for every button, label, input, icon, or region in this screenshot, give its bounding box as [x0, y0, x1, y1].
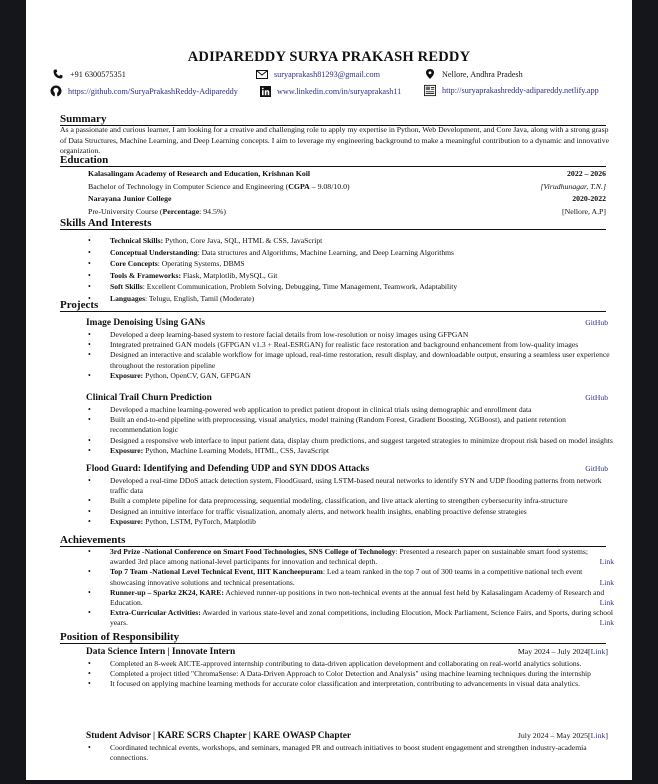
section-skills: Skills And Interests: [60, 217, 606, 230]
achievement-link[interactable]: Link: [599, 618, 614, 628]
linkedin-link[interactable]: www.linkedin.com/in/suryaprakash11: [277, 86, 402, 96]
portfolio-contact[interactable]: [424, 84, 599, 96]
project-title-2: Clinical Trail Churn Prediction GitHub: [86, 393, 608, 403]
github-icon: [50, 85, 62, 97]
achievement-link[interactable]: Link: [599, 557, 614, 567]
position-link[interactable]: Link: [590, 731, 606, 740]
position-title-1: Data Science Intern | Innovate Intern May 2024 – July 2024[Link]: [86, 647, 608, 657]
section-education: Education: [60, 154, 606, 167]
project-github-link[interactable]: GitHub: [585, 318, 608, 327]
position-title-2: Student Advisor | KARE SCRS Chapter | KARE OWASP Chapter July 2024 – May 2025[Link]: [86, 731, 608, 741]
achievement-item: • 3rd Prize -National Conference on Smart Food Technologies, SNS College of Technology: Presented a research paper on sustainable smart food systems; awarded 3rd place among national-level participants for innovation and technical depth. Link: [84, 547, 614, 567]
section-achievements: Achievements: [60, 534, 606, 547]
phone-contact: +91 6300575351: [52, 68, 126, 80]
summary-text: As a passionate and curious learner, I am looking for a creative and challenging role to apply my expertise in Python, Web Development, and Core Java, along with a strong grasp of Data Structures, Machine Learning, and Deep Learning concepts. I aim to leverage my engineering background to make a meaningful contribution to a dynamic and innovative organization.: [60, 125, 610, 156]
project-title-3: Flood Guard: Identifying and Defending UDP and SYN DDOS Attacks GitHub: [86, 464, 608, 474]
position-link[interactable]: Link: [590, 647, 606, 656]
portfolio-icon: [424, 84, 436, 96]
education-item-2: Narayana Junior College 2020-2022: [88, 194, 606, 203]
education-item-2-detail: Pre-University Course (Percentage: 94.5%) [Nellore, A.P]: [88, 207, 606, 216]
position-2-bullets: • Coordinated technical events, workshops, and seminars, managed PR and outreach initiatives to boost student engagement and strengthen industry-academia connections.: [84, 743, 614, 763]
email-contact[interactable]: [256, 68, 380, 80]
section-responsibility: Position of Responsibility: [60, 631, 606, 644]
achievement-link[interactable]: Link: [599, 577, 614, 587]
skill-item: • Technical Skills: Python, Core Java, SQL, HTML & CSS, JavaScript: [84, 235, 614, 247]
skill-item: • Soft Skills: Excellent Communication, Problem Solving, Debugging, Time Management, Teamwork, Adaptability: [84, 281, 614, 293]
skill-item: • Core Concepts: Operating Systems, DBMS: [84, 258, 614, 270]
achievements-list: [84, 547, 614, 629]
project-github-link[interactable]: GitHub: [585, 464, 608, 473]
skill-item: • Languages: Telugu, English, Tamil (Moderate): [84, 293, 614, 305]
map-pin-icon: [424, 68, 436, 80]
achievement-item: • Top 7 Team -National Level Technical Event, IIIT Kancheepuram: Led a team ranked in the top 7 out of 300 teams in a competitive national tech event showcasing innovative solutions and technical presentations. Link: [84, 567, 614, 587]
project-2-bullets: • Developed a machine learning-powered web application to predict patient dropout in clinical trials using demographic and enrollment data • Built an end-to-end pipeline with preprocessing, visual analytics, model training (Random Forest, Gradient Boosting, XGBoost), and patient retention recommendation logic • Designed a responsive web interface to input patient data, display churn predictions, and suggest targeted strategies to minimize dropout risk based on model insights • Exposure: Python, Machine Learning Models, HTML, CSS, JavaScript: [84, 405, 614, 456]
github-contact[interactable]: [50, 85, 238, 97]
email-link[interactable]: suryaprakash81293@gmail.com: [274, 69, 380, 79]
achievement-item: • Extra-Curricular Activities: Awarded in various state-level and zonal competitions, including Elocution, Mock Parliament, Science Fairs, and Sports, during school years. Link: [84, 608, 614, 628]
email-icon: [256, 68, 268, 80]
achievement-link[interactable]: Link: [599, 598, 614, 608]
resume-page: [26, 0, 632, 780]
section-summary: Summary: [60, 113, 606, 126]
project-github-link[interactable]: GitHub: [585, 393, 608, 402]
github-link[interactable]: https://github.com/SuryaPrakashReddy-Adipareddy: [68, 86, 238, 96]
linkedin-contact[interactable]: [259, 85, 401, 97]
education-item-1-detail: Bachelor of Technology in Computer Science and Engineering (CGPA – 9.08/10.0) [Virudhunagar, T.N.]: [88, 182, 606, 191]
project-1-bullets: • Developed a deep learning-based system to restore facial details from low-resolution or noisy images using GFPGAN • Integrated pretrained GAN models (GFPGAN v1.3 + Real-ESRGAN) for realistic face restoration and background enhancement from low-quality images • Designed an interactive and scalable workflow for image upload, real-time restoration, result display, and downloadable output, ensuring a seamless user experience throughout the restoration pipeline • Exposure: Python, OpenCV, GAN, GFPGAN: [84, 330, 614, 381]
linkedin-icon: [259, 85, 271, 97]
candidate-name: ADIPAREDDY SURYA PRAKASH REDDY: [187, 49, 471, 65]
project-3-bullets: • Developed a real-time DDoS attack detection system, FloodGuard, using LSTM-based neural networks to identify SYN and UDP flooding patterns from network traffic data • Built a complete pipeline for data preprocessing, sequential modeling, classification, and live attack alerting to strengthen cybersecurity infra-structure • Designed an intuitive interface for traffic visualization, anomaly alerts, and network health insights, enabling proactive defense strategies • Exposure: Python, LSTM, PyTorch, Matplotlib: [84, 476, 614, 527]
project-title-1: Image Denoising Using GANs GitHub: [86, 318, 608, 328]
skill-item: • Tools & Frameworks: Flask, Matplotlib, MySQL, Git: [84, 270, 614, 282]
portfolio-link[interactable]: http://suryaprakashreddy-adipareddy.netlify.app: [442, 85, 599, 95]
position-1-bullets: • Completed an 8-week AICTE-approved internship contributing to data-driven application development and collaborating on real-world analytics solutions. • Completed a project titled "ChromaSense: A Data-Driven Approach to Color Detection and Analysis" using machine learning techniques during the internship • It focused on applying machine learning methods for accurate color classification and interpretation, contributing to advancements in visual data analytics.: [84, 659, 614, 690]
location-contact: Nellore, Andhra Pradesh: [424, 68, 523, 80]
achievement-item: • Runner-up – Sparkz 2K24, KARE: Achieved runner-up positions in two non-technical events at the annual fest held by Kalasalingam Academy of Research and Education. Link: [84, 588, 614, 608]
section-projects: Projects: [60, 299, 606, 312]
skills-list: [84, 235, 614, 305]
phone-icon: [52, 68, 64, 80]
education-item-1: Kalasalingam Academy of Research and Education, Krishnan Koil 2022 – 2026: [88, 169, 606, 178]
skill-item: • Conceptual Understanding: Data structures and Algorithms, Machine Learning, and Deep Learning Algorithms: [84, 247, 614, 259]
